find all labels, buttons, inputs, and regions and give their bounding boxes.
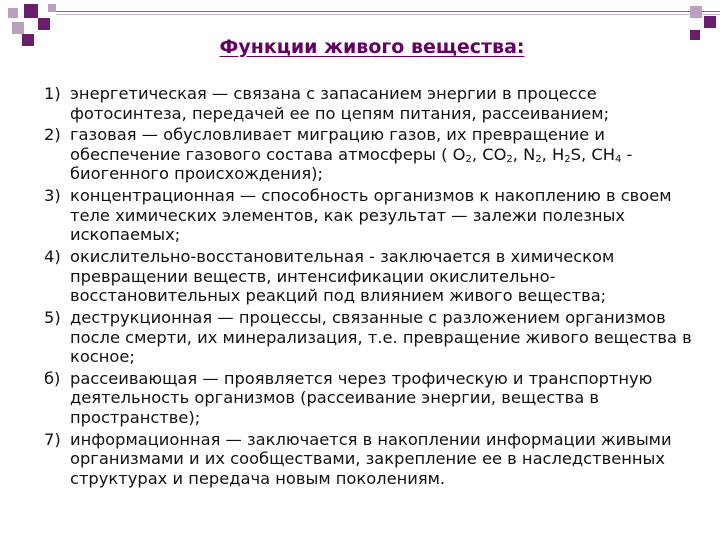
deco-square <box>24 4 38 18</box>
item-number: 4) <box>44 247 61 267</box>
item-text: рассеивающая — проявляется через трофическую и транспортную деятельность организмов (рассеивание энергии, вещества в пространстве); <box>70 368 653 427</box>
deco-square <box>38 18 50 30</box>
formula-part: S, CH <box>570 144 615 164</box>
deco-line <box>56 11 720 12</box>
formula-part: , CO <box>471 144 507 164</box>
list-item <box>44 430 704 489</box>
formula-part: - биогенного происхождения); <box>70 144 633 184</box>
deco-square <box>8 8 18 18</box>
deco-square <box>12 22 24 34</box>
item-number: 2) <box>44 125 61 145</box>
functions-list <box>44 84 704 491</box>
deco-line <box>56 14 720 15</box>
deco-square <box>48 4 56 12</box>
formula-part: , H <box>541 144 565 164</box>
deco-square <box>704 16 716 28</box>
item-text: газовая — обусловливает миграцию газов, их превращение и обеспечение газового состава атмосферы ( O <box>70 125 605 164</box>
subscript: 4 <box>614 153 622 165</box>
subscript: 2 <box>506 153 513 165</box>
subscript: 2 <box>564 153 571 165</box>
item-text: деструкционная — процессы, связанные с разложением организмов после смерти, их минерализация, т.е. превращение живого вещества в косное; <box>70 308 692 367</box>
item-number: б) <box>44 368 61 388</box>
list-item <box>44 247 704 306</box>
list-item <box>44 84 704 123</box>
list-item <box>44 369 704 428</box>
slide-title: Функции живого вещества: <box>219 36 525 58</box>
list-item <box>44 125 704 184</box>
item-text: окислительно-восстановительная - заключается в химическом превращении веществ, интенсификации окислительно-восстановительных реакций под влиянием живого вещества; <box>70 247 615 306</box>
item-number: 3) <box>44 186 61 206</box>
item-number: 5) <box>44 308 61 328</box>
item-text: концентрационная — способность организмов к накоплению в своем теле химических элементов, как результат — залежи полезных ископаемых; <box>70 186 672 245</box>
item-text-with-formulas <box>70 125 704 184</box>
item-text: информационная — заключается в накоплении информации живыми организмами и их сообществами, закрепление ее в наследственных структурах и передача новым поколениям. <box>70 429 672 488</box>
formula-part: , N <box>512 144 536 164</box>
item-number: 7) <box>44 429 61 449</box>
list-item <box>44 186 704 245</box>
item-text: энергетическая — связана с запасанием энергии в процессе фотосинтеза, передачей ее по цепям питания, рассеиванием; <box>70 84 610 123</box>
subscript: 2 <box>465 153 472 165</box>
item-number: 1) <box>44 84 61 103</box>
deco-square <box>690 6 702 18</box>
list-item <box>44 308 704 367</box>
subscript: 2 <box>535 153 542 165</box>
